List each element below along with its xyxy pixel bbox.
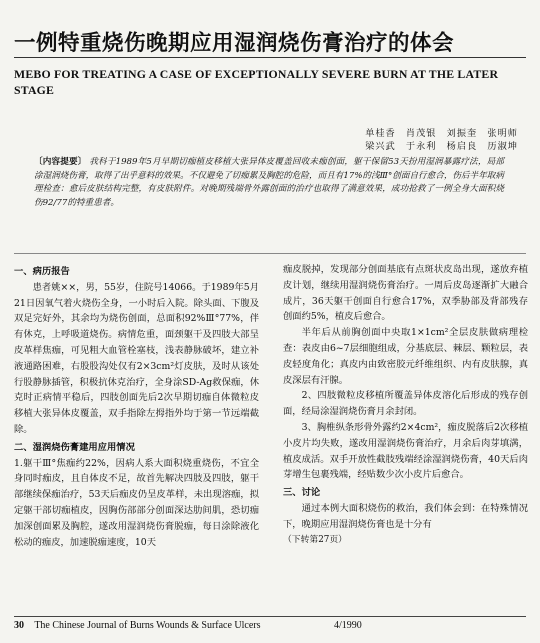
article-title-chinese: 一例特重烧伤晚期应用湿润烧伤膏治疗的体会: [14, 31, 455, 56]
application-paragraph-3: 3、胸椎纵条形骨外露约2×4cm²，痂皮脱落后2次移植小皮片均失败，遂改用湿润烧伤膏治疗，月余后肉芽填满，植皮成活。双手开放性截肢残端经涂湿润烧伤膏，40天后肉芽增生包裹残端，经贴数少次小皮片后愈合。: [283, 421, 528, 481]
pathology-paragraph: 半年后从前胸创面中央取1×1cm²全层皮肤做病理检查：表皮由6~7层细胞组成，分基底层、棘层、颗粒层，表皮轻度角化；真皮内由致密胶元纤维组织、内有皮肤腺，真皮深层有汗腺。: [283, 327, 528, 386]
authors-row-1: 单桂香 肖茂银 刘振奎 张明师: [365, 128, 518, 139]
article-title-english: MEBO FOR TREATING A CASE OF EXCEPTIONALLY SEVERE BURN AT THE LATER STAGE: [14, 67, 499, 97]
abstract-block: [34, 156, 504, 210]
section-heading-case-report: 一、病历报告: [14, 266, 70, 277]
continued-note: （下转第27页）: [283, 534, 347, 545]
abstract-divider: [14, 253, 526, 254]
case-report-paragraph: 患者姚××，男，55岁，住院号14066。于1989年5月21日因氧气着火烧伤全身，一小时后入院。除头面、下腹及双足完好外，其余均为烧伤创面，总面积92%Ⅲ°77%，伴有休克，上呼吸道烧伤。病情危重，面颈躯干及四肢大部呈皮革样焦痂，可见粗大血管栓塞枝，浅表静脉破坏，建立补液通路困难，右股股沟处仅有2×3cm²灯皮肤，及时从该处行股静脉插管，积极抗休克治疗，全身涂SD-Ag救保痂，休克时正病情平稳后，四肢创面先后2次早期切痂自体微粒皮移植大张异体皮覆盖，双手指除左拇指外均于第一节远端截除。: [14, 281, 259, 435]
title-rule: [14, 57, 526, 58]
authors-row-2: 梁兴武 于永利 杨启良 历淑坤: [365, 141, 518, 152]
page-footer: [14, 616, 526, 631]
abstract-heading: 〔内容提要〕: [34, 157, 87, 167]
right-column: [283, 262, 528, 548]
application-paragraph-1: 1.躯干Ⅲ°焦痂约22%，因病人系大面积烧重烧伤，不宜全身同时痂皮，且自体皮不足，故首先解决四肢及四肢，躯干部继续保痂治疗，53天后痂皮仍呈皮革样，未出现溶痂，拟定躯干部切痂植皮，因胸伤部部分创面深达肋间肌，恐切痂加深创面累及胸腔，遂改用湿润烧伤膏脱痂，每日涂除液化松动的痂皮，加速脱痂速度，10天: [14, 457, 259, 548]
section-heading-application: 二、湿润烧伤膏建用应用情况: [14, 441, 135, 453]
application-paragraph-2: 2、四肢微粒皮移植所覆盖异体皮溶化后形成的残存创面，经局涂湿润烧伤膏月余封闭。: [283, 390, 528, 418]
issue-number: 4/1990: [334, 620, 362, 631]
page-number: 30: [14, 620, 24, 631]
section-heading-discussion: 三、讨论: [283, 487, 321, 499]
discussion-paragraph: 通过本例大面积烧伤的救治，我们体会到：在特殊情况下，晚期应用湿润烧伤膏也是十分有: [283, 502, 528, 530]
left-column: [14, 262, 259, 550]
abstract-text: 我科于1989年5月早期切痂植皮移植大张异体皮覆盖回收未痂创面，躯干保留53天扮用湿润暴露疗法，局部涂湿润烧伤膏，取得了出乎意料的效果。不仅避免了切痂累及胸腔的危险，而且有17%的浅Ⅲ°创面自行愈合，伤后半年取病理检查：愈后皮肤结构完整，有皮肤附件。对晚期残端骨外露创面的治疗也取得了满意效果，成功抢救了一例全身大面积烧伤92/77的特重患者。: [34, 157, 504, 208]
application-paragraph-1-continued: 痂皮脱掉，发现部分创面基底有点斑状皮岛出现，遂放弃植皮计划，继续用湿润烧伤膏治疗。一周后皮岛逐渐扩大融合成片，36天躯干创面自行愈合17%，双季胁部及背部残存创面约5%，植皮后愈合。: [283, 264, 528, 323]
journal-name: The Chinese Journal of Burns Wounds & Surface Ulcers: [34, 620, 261, 631]
